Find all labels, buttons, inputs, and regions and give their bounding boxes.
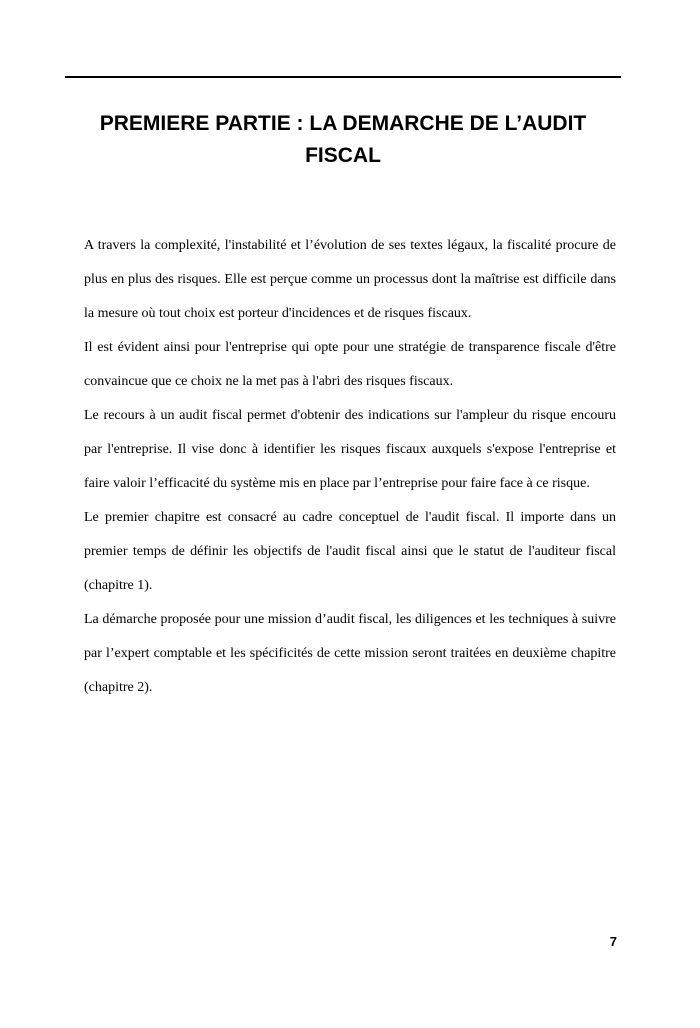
body-text <box>84 229 616 705</box>
page-title <box>65 108 621 172</box>
paragraph-5: La démarche proposée pour une mission d’audit fiscal, les diligences et les techniques à suivre par l’expert comptable et les spécificités de cette mission seront traitées en deuxième chapitre (chapitre 2). <box>84 612 616 695</box>
title-line-2: FISCAL <box>305 144 381 167</box>
paragraph-2: Il est évident ainsi pour l'entreprise qui opte pour une stratégie de transparence fiscale d'être convaincue que ce choix ne la met pas à l'abri des risques fiscaux. <box>84 340 616 389</box>
title-line-1: PREMIERE PARTIE : LA DEMARCHE DE L’AUDIT <box>99 112 587 135</box>
paragraph-1: A travers la complexité, l'instabilité et l’évolution de ses textes légaux, la fiscalité procure de plus en plus des risques. Elle est perçue comme un processus dont la maîtrise est difficile dans la mesure où tout choix est porteur d'incidences et de risques fiscaux. <box>84 238 616 321</box>
paragraph-3: Le recours à un audit fiscal permet d'obtenir des indications sur l'ampleur du risque encouru par l'entreprise. Il vise donc à identifier les risques fiscaux auxquels s'expose l'entreprise et faire valoir l’efficacité du système mis en place par l’entreprise pour faire face à ce risque. <box>84 408 616 491</box>
header-rule <box>65 76 621 78</box>
paragraph-4: Le premier chapitre est consacré au cadre conceptuel de l'audit fiscal. Il importe dans un premier temps de définir les objectifs de l'audit fiscal ainsi que le statut de l'auditeur fiscal (chapitre 1). <box>84 510 616 593</box>
page-number: 7 <box>609 934 617 949</box>
